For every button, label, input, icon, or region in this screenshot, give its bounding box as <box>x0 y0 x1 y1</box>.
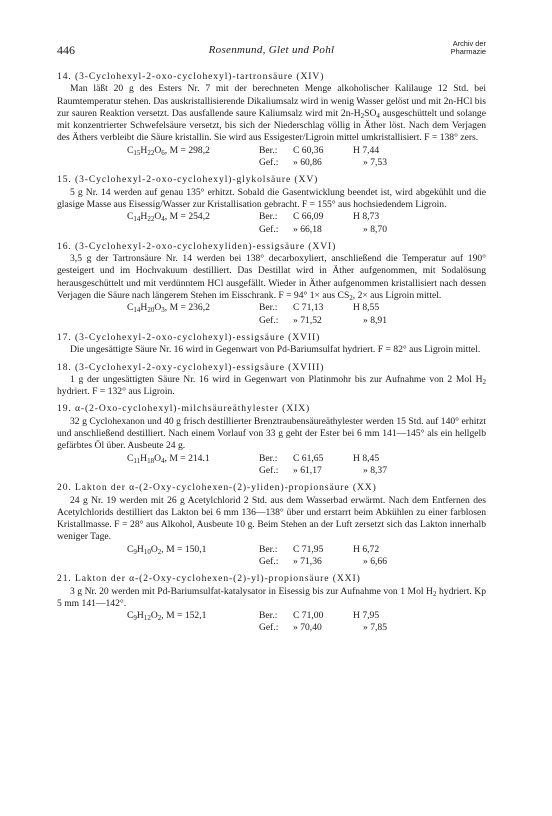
molecular-formula: $C_{15}H_{22}O_6$, M = 298,2 <box>127 144 210 157</box>
elemental-analysis <box>127 211 486 236</box>
found-hydrogen: » 8,37 <box>363 464 387 476</box>
calculated-carbon: C 60,36 <box>293 144 324 156</box>
calculated-carbon: C 61,65 <box>293 452 324 464</box>
journal-name <box>451 40 486 57</box>
compound-title: 14. (3-Cyclohexyl-2-oxo-cyclohexyl)-tartronsäure (XIV) <box>57 71 325 82</box>
spacer <box>127 224 259 236</box>
molecular-formula: $C_{14}H_{20}O_3$, M = 236,2 <box>127 302 210 315</box>
calculated-label: Ber.: <box>259 610 278 622</box>
procedure-text: Man läßt 20 g des Esters Nr. 7 mit der berechneten Menge alkoholischer Kalilauge 12 Std. bei Raumtemperatur stehen. Das auskristallisierende Dikaliumsalz wird in wenig Wasser gelöst und mit 2n-HCl bis zur sauren Reaktion versetzt. Das ausfallende saure Kaliumsalz wird mit $2n-H_2SO_4$ ausgeschüttelt und solange mit konzentrierter Schwefelsäure versetzt, bis sich der Niederschlag völlig in Äther löst. Nach dem Verjagen des Äthers verbleibt die Säure kristallin. Sie wird aus Essigester/Ligroin mittel umkristallisiert. F = 138° zers. <box>57 83 486 144</box>
elemental-analysis <box>127 544 486 569</box>
spacer <box>127 465 259 477</box>
calculated-carbon: C 66,09 <box>293 211 324 223</box>
found-hydrogen: » 8,91 <box>363 314 387 326</box>
molecular-formula: $C_{14}H_{22}O_4$, M = 254,2 <box>127 211 210 224</box>
procedure-text: 32 g Cyclohexanon und 40 g frisch destillierter Brenztraubensäureäthylester werden 15 Std. auf 140° erhitzt und anschließend destilliert. Nach einem Vorlauf von 33 g geht der Ester bei 6 mm 141—145° als ein hellgelb gefärbtes Öl über. Ausbeute 24 g. <box>57 415 486 452</box>
procedure-text: 3,5 g der Tartronsäure Nr. 14 werden bei 138° decarboxyliert, anschließend die Temperatur auf 190° gesteigert und im Hochvakuum destilliert. Das Destillat wird in Äther aufgenommen, mit Sodalösung herausgeschüttelt und mit verdünntem HCl ausgefällt. Wieder in Äther aufgenommen kristallisiert nach dessen Verjagen die Säure nach längerem Stehen im Eisschrank. F = 94° 1× aus $CS_2$, 2× aus Ligroin mittel. <box>57 253 486 303</box>
compound-title: 15. (3-Cyclohexyl-2-oxo-cyclohexyl)-glykolsäure (XV) <box>57 174 319 186</box>
calculated-label: Ber.: <box>259 302 278 314</box>
calculated-label: Ber.: <box>259 452 278 464</box>
found-carbon: » 71,52 <box>293 314 322 326</box>
compound-entry <box>57 174 486 235</box>
found-carbon: » 71,36 <box>293 555 322 567</box>
calculated-carbon: C 71,95 <box>293 543 324 555</box>
procedure-text: 5 g Nr. 14 werden auf genau 135° erhitzt. Sobald die Gasentwicklung beendet ist, wird abgekühlt und die glasige Masse aus Eisessig/Wasser zur Kristallisation gebracht. F = 155° aus hochsiedendem Ligroin. <box>57 186 486 210</box>
found-carbon: » 70,40 <box>293 622 322 634</box>
molecular-formula: $C_9H_{12}O_2$, M = 152,1 <box>127 610 207 623</box>
calculated-label: Ber.: <box>259 211 278 223</box>
page-number: 446 <box>57 43 75 57</box>
elemental-analysis <box>127 453 486 478</box>
compound-entry <box>57 403 486 477</box>
molecular-formula: $C_{11}H_{18}O_4$, M = 214.1 <box>127 452 210 465</box>
spacer <box>127 556 259 568</box>
found-carbon: » 60,86 <box>293 157 322 169</box>
compound-title: 21. Lakton der α-(2-Oxy-cyclohexen-(2)-yl)-propionsäure (XXI) <box>57 573 361 585</box>
page-header <box>57 40 486 66</box>
procedure-text: 24 g Nr. 19 werden mit 26 g Acetylchlorid 2 Std. aus dem Wasserbad erwärmt. Nach dem Entfernen des Acetylchlorids destilliert das Lakton bei 6 mm 136—138° über und erstarrt beim Abkühlen zu einer farblosen Kristallmasse. F = 28° aus Alkohol, Ausbeute 10 g. Beim Stehen an der Luft zersetzt sich das Lakton innerhalb weniger Tage. <box>57 494 486 543</box>
found-hydrogen: » 7,53 <box>363 157 387 169</box>
found-carbon: » 61,17 <box>293 464 322 476</box>
calculated-hydrogen: H 8,73 <box>353 211 380 223</box>
found-label: Gef.: <box>259 314 279 326</box>
compound-entry <box>57 362 486 399</box>
compound-entry <box>57 71 486 169</box>
compound-title: 17. (3-Cyclohexyl-2-oxo-cyclohexyl)-essigsäure (XVII) <box>57 331 321 343</box>
found-hydrogen: » 8,70 <box>363 223 387 235</box>
compound-title: 19. α-(2-Oxo-cyclohexyl)-milchsäureäthylester (XIX) <box>57 403 311 415</box>
found-label: Gef.: <box>259 555 279 567</box>
procedure-text: Die ungesättigte Säure Nr. 16 wird in Gegenwart von Pd-Bariumsulfat hydriert. F = 82° aus Ligroin mittel. <box>70 344 481 356</box>
calculated-hydrogen: H 7,95 <box>353 610 380 622</box>
journal-name-line1: Archiv der <box>452 39 486 48</box>
found-label: Gef.: <box>259 464 279 476</box>
molecular-formula: $C_9H_{10}O_2$, M = 150,1 <box>127 543 207 556</box>
compound-title: 20. Lakton der α-(2-Oxy-cyclohexen-(2)-yliden)-propionsäure (XX) <box>57 482 377 494</box>
procedure-text: 1 g der ungesättigten Säure Nr. 16 wird in Gegenwart von Platinmohr bis zur Aufnahme von 2 Mol $H_2$ hydriert. F = 132° aus Ligroin. <box>57 373 486 398</box>
compound-title: 16. (3-Cyclohexyl-2-oxo-cyclohexyliden)-essigsäure (XVI) <box>57 240 337 252</box>
calculated-hydrogen: H 7,44 <box>353 144 380 156</box>
spacer <box>127 622 259 634</box>
elemental-analysis <box>127 610 486 635</box>
article-body <box>57 71 486 635</box>
running-authors: Rosenmund, Glet und Pohl <box>208 44 335 56</box>
elemental-analysis <box>127 145 486 170</box>
compound-entry <box>57 332 486 357</box>
spacer <box>127 315 259 327</box>
found-label: Gef.: <box>259 223 279 235</box>
calculated-hydrogen: H 6,72 <box>353 543 380 555</box>
calculated-label: Ber.: <box>259 144 278 156</box>
procedure-text: 3 g Nr. 20 werden mit Pd-Bariumsulfat-katalysator in Eisessig bis zur Aufnahme von 1 Mol $H_2$ hydriert. Kp 5 mm 141—142°. <box>57 585 486 609</box>
found-label: Gef.: <box>259 622 279 634</box>
elemental-analysis <box>127 302 486 327</box>
found-hydrogen: » 7,85 <box>363 622 387 634</box>
found-hydrogen: » 6,66 <box>363 555 387 567</box>
calculated-carbon: C 71,00 <box>293 610 324 622</box>
journal-name-line2: Pharmazie <box>450 47 486 57</box>
calculated-hydrogen: H 8,45 <box>353 452 380 464</box>
compound-entry <box>57 573 486 634</box>
spacer <box>127 157 259 169</box>
calculated-label: Ber.: <box>259 543 278 555</box>
compound-entry <box>57 482 486 568</box>
calculated-hydrogen: H 8,55 <box>353 302 380 314</box>
compound-title: 18. (3-Cyclohexyl-2-oxy-cyclohexyl)-essigsäure (XVIII) <box>57 361 325 373</box>
found-label: Gef.: <box>259 157 279 169</box>
calculated-carbon: C 71,13 <box>293 302 324 314</box>
compound-entry <box>57 241 486 327</box>
found-carbon: » 66,18 <box>293 223 322 235</box>
